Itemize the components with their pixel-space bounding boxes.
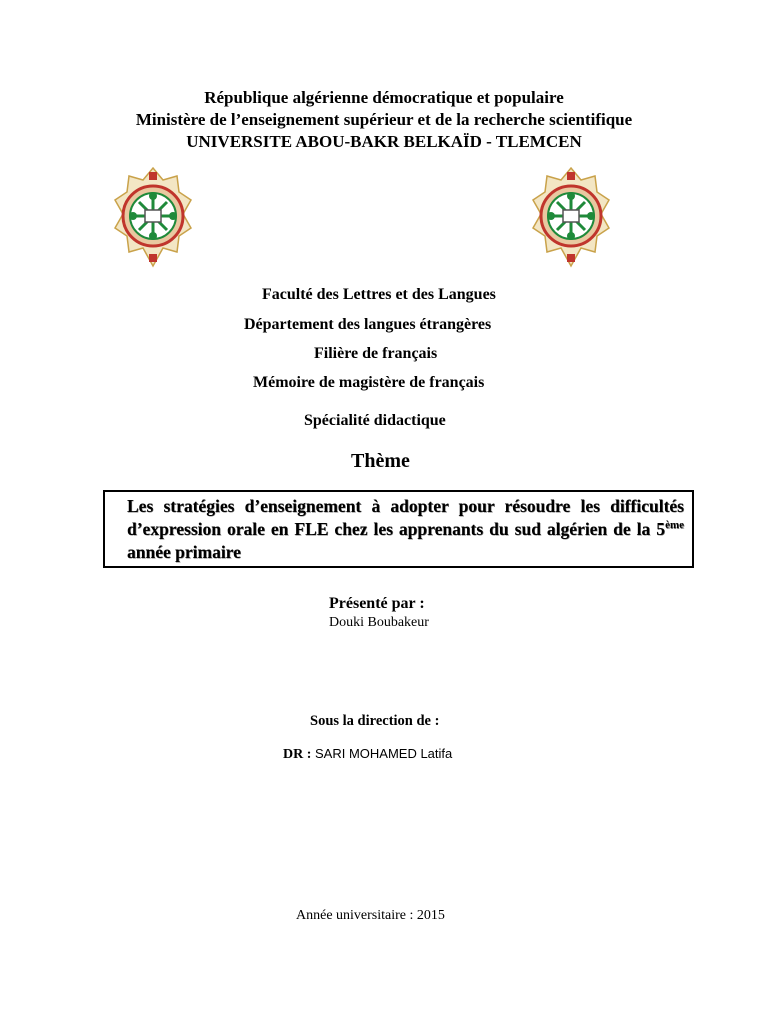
university-seal-icon xyxy=(111,166,195,270)
theme-text-end: année primaire xyxy=(127,542,241,562)
university-seal-icon xyxy=(529,166,613,270)
filiere-name: Filière de français xyxy=(314,345,438,362)
header-line-university: UNIVERSITE ABOU-BAKR BELKAÏD - TLEMCEN xyxy=(186,132,582,151)
direction-label: Sous la direction de : xyxy=(310,713,440,729)
director-name: SARI MOHAMED Latifa xyxy=(311,746,453,761)
author-name: Douki Boubakeur xyxy=(329,615,429,630)
department-name: Département des langues étrangères xyxy=(244,316,492,333)
theme-superscript: ème xyxy=(665,519,684,532)
theme-text: Les stratégies d’enseignement à adopter pour résoudre les difficultés d’expression orale en FLE chez les apprenants du sud algérien de la 5 xyxy=(127,496,684,539)
header-line-republic: République algérienne démocratique et populaire xyxy=(204,88,564,107)
director xyxy=(283,746,452,763)
presented-by-label: Présenté par : xyxy=(329,595,425,612)
header-line-ministry: Ministère de l’enseignement supérieur et de la recherche scientifique xyxy=(135,110,633,129)
specialite: Spécialité didactique xyxy=(304,412,446,429)
theme-box xyxy=(103,490,694,568)
director-title: DR : xyxy=(283,747,312,762)
faculty-name: Faculté des Lettres et des Langues xyxy=(262,286,496,303)
theme-heading: Thème xyxy=(351,450,410,472)
academic-year: Année universitaire : 2015 xyxy=(296,908,445,923)
memoire-type: Mémoire de magistère de français xyxy=(253,374,485,391)
